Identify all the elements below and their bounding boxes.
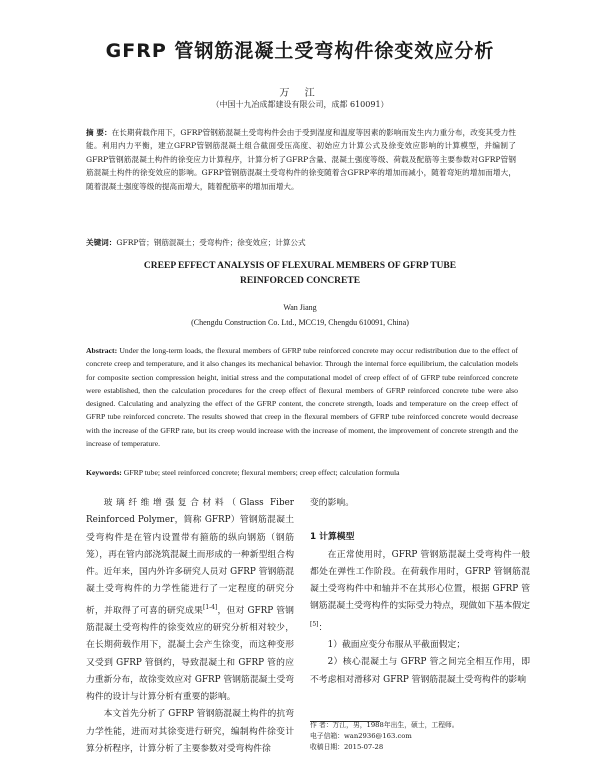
footnotes [310,720,530,753]
abstract-cn-label: 摘 要： [86,128,112,137]
abstract-en-label: Abstract: [86,346,118,355]
keywords-en-text: GFRP tube; steel reinforced concrete; flexural members; creep effect; calculation formula [121,468,400,477]
author-en: Wan Jiang [283,303,317,312]
abstract-en-text: Under the long-term loads, the flexural members of GFRP tube reinforced concrete may occur redistribution due to the effect of concrete creep and temperature, and it also changes its mechanical behavior. Through the internal force equilibrium, the calculation models for composite section compression height, initial stress and the computational model of creep effect of of GFRP tube reinforced concrete were established, then the calculation procedures for the creep effect of flexural members of GFRP reinforced concrete tube were also designed. Calculating and analyzing the effect of the GFRP content, the concrete strength, loads and temperature on the creep effect of GFRP tube reinforced concrete. The results showed that creep in the flexural members of GFRP tube reinforced concrete would decrease with the increase of the GFRP rate, but its creep would increase with the increase of moment, the improvement of concrete strength and the increase of temperature. [86,346,518,449]
assumption-item: 1）截面应变分布服从平截面假定； [327,640,466,650]
affiliation-en: (Chengdu Construction Co. Ltd., MCC19, Chengdu 610091, China) [191,318,409,327]
footnote-date: 收稿日期：2015-07-28 [310,743,384,751]
keywords-cn-text: GFRP管；钢筋混凝土；受弯构件；徐变效应；计算公式 [116,238,306,247]
paper-title-cn: GFRP 管钢筋混凝土受弯构件徐变效应分析 [105,40,495,62]
affiliation-cn: （中国十九冶成都建设有限公司，成都 610091） [211,100,389,109]
author-cn: 万 江 [279,88,321,99]
paper-title-en: CREEP EFFECT ANALYSIS OF FLEXURAL MEMBERS OF GFRP TUBE REINFORCED CONCRETE [143,261,457,286]
body-column-right [310,495,530,689]
body-paragraph-continued: 变的影响。 [310,498,354,508]
body-paragraph [310,547,530,637]
body-text: 在正常使用时，GFRP 管钢筋混凝土受弯构件一般都处在弹性工作阶段。在荷载作用时，GFRP 管钢筋混凝土受弯构件中和轴并不在其形心位置，根据 GFRP 管钢筋混凝土受弯构件的实际受力特点，现做如下基本假定 [310,549,530,612]
citation-ref: [5] [310,620,319,628]
keywords-cn [86,237,516,248]
assumption-item: 2）核心混凝土与 GFRP 管之间完全相互作用，即不考虑相对滑移对 GFRP 管钢筋混凝土受弯构件的影响 [310,657,530,685]
keywords-cn-label: 关键词： [86,238,117,247]
footnote-author: 作 者：万江，男，1988年出生，硕士，工程师。 [310,721,459,729]
body-paragraph: 本文首先分析了 GFRP 管钢筋混凝土构件的抗弯力学性能，进而对其徐变进行研究，编制构件徐变计算分析程序，计算分析了主要参数对受弯构件徐 [86,709,294,755]
keywords-en-label: Keywords: [86,468,122,477]
body-text: ： [318,622,328,633]
body-text: 玻璃纤维增强复合材料（Glass Fiber Reinforced Polymer，简称 GFRP）管钢筋混凝土受弯构件是在管内设置带有箍筋的纵向钢筋（钢筋笼），再在管内部浇筑混凝土而形成的一种新型组合构件。近年来，国内外许多研究人员对 GFRP 管钢筋混凝土受弯构件的力学性能进行了一定程度的研究分析，并取得了可喜的研究成果 [86,498,294,616]
section-heading: 1 计算模型 [310,532,355,543]
abstract-cn [86,126,516,193]
keywords-en [86,468,518,477]
abstract-cn-text: 在长期荷载作用下，GFRP管钢筋混凝土受弯构件会由于受到湿度和温度等因素的影响而发生内力重分布，改变其受力性能。利用内力平衡，建立GFRP管钢筋混凝土组合截面受压高度、初始应力计算公式及徐变效应影响的计算模型，并编制了GFRP管钢筋混凝土构件的徐变应力计算程序，计算分析了GFRP含量、混凝土强度等级、荷载及配筋等主要参数对GFRP管钢筋混凝土构件的徐变效应的影响。GFRP管钢筋混凝土受弯构件的徐变随着含GFRP率的增加而减小，随着弯矩的增加而增大，随着混凝土强度等级的提高而增大，随着配筋率的增加而增大。 [86,128,517,191]
citation-ref: [1-4] [202,603,218,611]
footnote-email: 电子信箱：wan2936@163.com [310,732,412,740]
body-text: ，但对 GFRP 管钢筋混凝土受弯构件的徐变效应的研究分析相对较少，在长期荷载作用下，混凝土会产生徐变，而这种变形又受到 GFRP 管倒约，导致混凝土和 GFRP 管的应力重新分布，故徐变效应对 GFRP 管钢筋混凝土受弯构件的设计与计算分析有重要的影响。 [86,605,294,703]
abstract-en [86,344,518,450]
body-paragraph [86,495,294,706]
body-column-left [86,495,294,758]
